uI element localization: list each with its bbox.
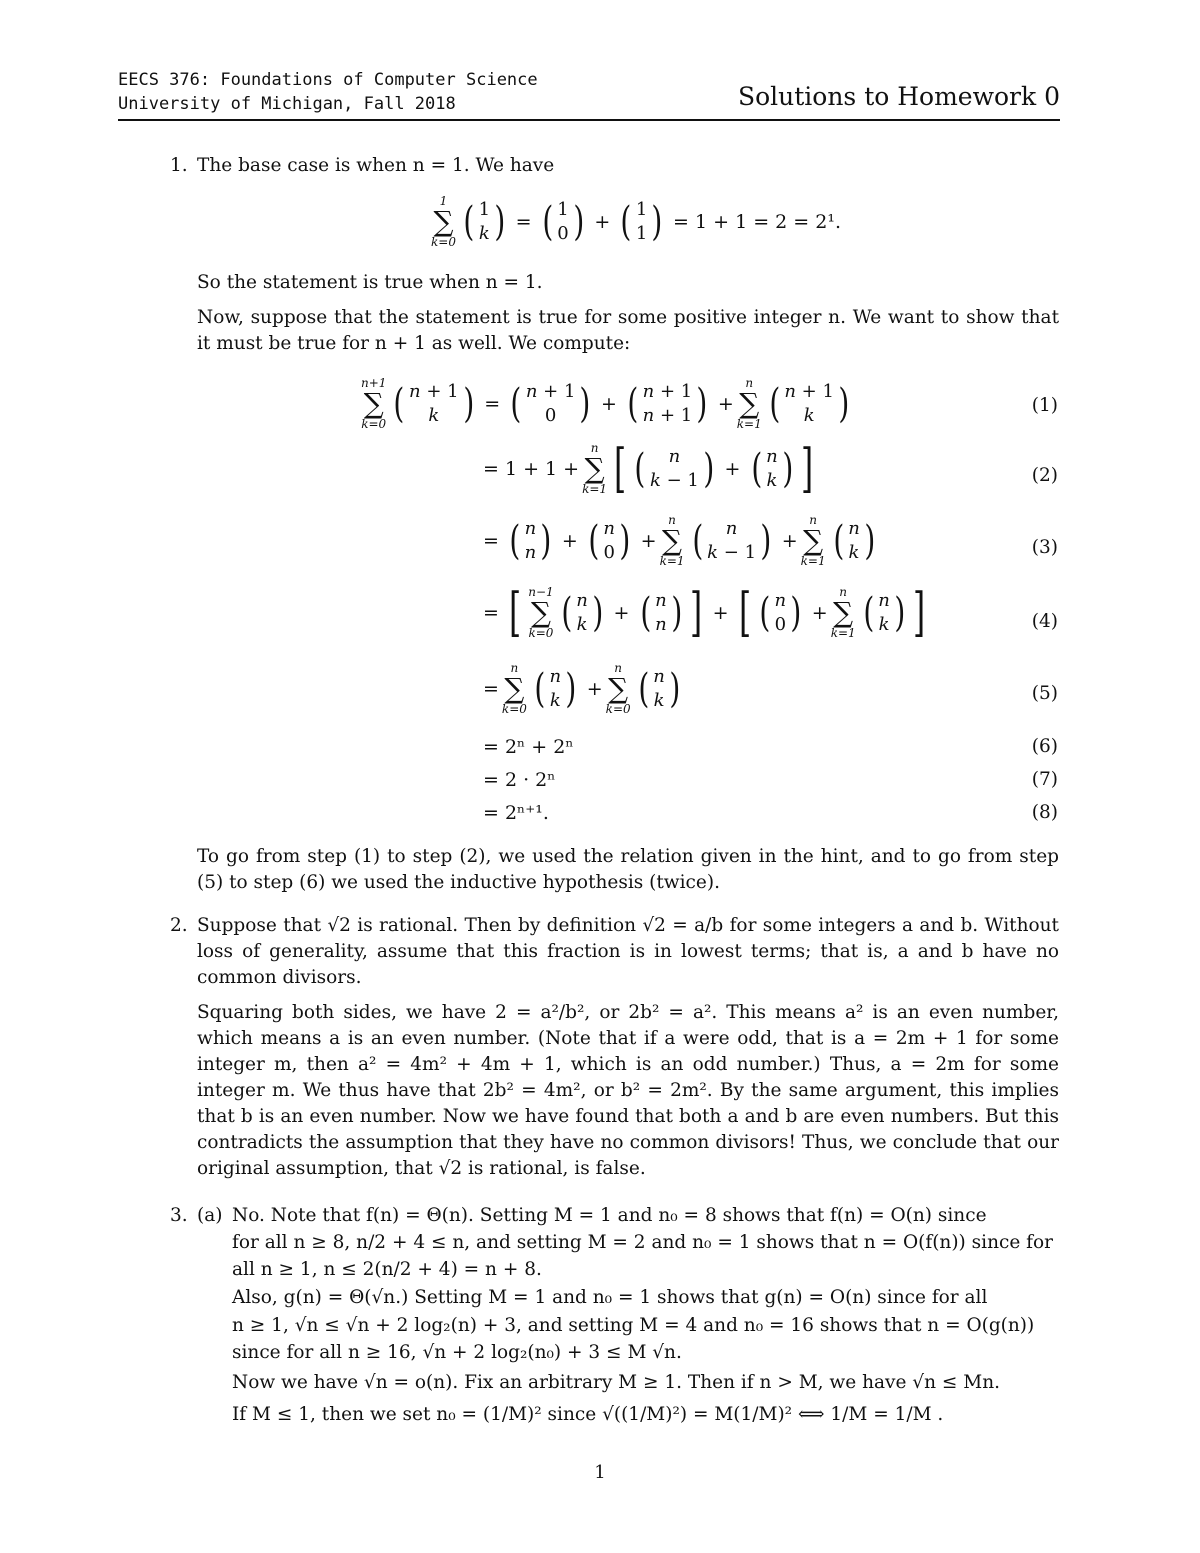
base-case-result: = 1 + 1 = 2 = 2¹.	[673, 211, 841, 233]
header-course-block	[118, 68, 538, 116]
binomial: ( 1 0 )	[541, 199, 584, 245]
equation-number: (8)	[1031, 802, 1058, 823]
document-title: Solutions to Homework 0	[737, 82, 1060, 111]
university-term: University of Michigan, Fall 2018	[118, 94, 456, 114]
equation-number: (1)	[1031, 395, 1058, 416]
equation-1: n+1 ∑ k=0 ( n + 1 k ) = ( n + 1 0 ) + ( n + 1 n + 1 ) + n ∑ k=1 ( n + 1 k )	[361, 376, 850, 431]
header-rule	[118, 119, 1060, 121]
problem-3a-line: since for all n ≥ 16, √n + 2 log₂(n₀) + 3 ≤ M √n.	[232, 1342, 682, 1363]
problem-1-true-when: So the statement is true when n = 1.	[197, 272, 543, 293]
sum-operator: 1 ∑ k=0	[431, 194, 456, 249]
problem-3a-line: If M ≤ 1, then we set n₀ = (1/M)² since √((1/M)²) = M(1/M)² ⟺ 1/M = 1/M .	[232, 1404, 944, 1425]
equation-2: = 1 + 1 + n ∑ k=1 [ ( n k − 1 ) + ( n k ) ]	[483, 439, 814, 499]
problem-3a-line: all n ≥ 1, n ≤ 2(n/2 + 4) = n + 8.	[232, 1259, 542, 1280]
problem-2-paragraph-2: Squaring both sides, we have 2 = a²/b², or 2b² = a². This means a² is an even number, which means a is an even number. (Note that if a were odd, that is a = 2m + 1 for some integer m, then a² = 4m² + 4m + 1, which is an odd number.) Thus, a = 2m for some integer m. We thus have that 2b² = 4m², or b² = 2m². By the same argument, this implies that b is an even number. Now we have found that both a and b are even numbers. But this contradicts the assumption that they have no common divisors! Thus, we conclude that our original assumption, that √2 is rational, is false.	[197, 1002, 1059, 1179]
problem-1-number: 1.	[170, 155, 188, 176]
problem-2-paragraph-1: Suppose that √2 is rational. Then by definition √2 = a/b for some integers a and b. Without loss of generality, assume that this fraction is in lowest terms; that is, a and b have no common divisors.	[197, 915, 1059, 988]
equation-number: (2)	[1031, 465, 1058, 486]
page-number: 1	[594, 1462, 606, 1483]
problem-3a-line: No. Note that f(n) = Θ(n). Setting M = 1 and n₀ = 8 shows that f(n) = O(n) since	[232, 1205, 987, 1226]
equation-number: (5)	[1031, 683, 1058, 704]
base-case-equation: 1 ∑ k=0 ( 1 k ) = ( 1 0 ) + ( 1 1 ) = 1 + 1 = 2 = 2¹.	[431, 194, 841, 249]
binomial: ( 1 k )	[463, 199, 506, 245]
problem-3a-line: Also, g(n) = Θ(√n.) Setting M = 1 and n₀ = 1 shows that g(n) = O(n) since for all	[232, 1287, 988, 1308]
equation-7: = 2 · 2ⁿ	[483, 769, 556, 791]
equation-5: = n ∑ k=0 ( n k ) + n ∑ k=0 ( n k )	[483, 661, 681, 716]
equation-number: (7)	[1031, 769, 1058, 790]
equation-number: (3)	[1031, 537, 1058, 558]
problem-3a-body	[232, 1203, 1060, 1430]
equation-8: = 2ⁿ⁺¹.	[483, 802, 549, 824]
equation-4: = [ n−1 ∑ k=0 ( n k ) + ( n n ) ] + [ ( n 0 ) + n ∑ k=1 ( n k ) ]	[483, 583, 926, 643]
problem-3a-line: Now we have √n = o(n). Fix an arbitrary M ≥ 1. Then if n > M, we have √n ≤ Mn.	[232, 1372, 1001, 1393]
problem-3a-line: n ≥ 1, √n ≤ √n + 2 log₂(n) + 3, and setting M = 4 and n₀ = 16 shows that n = O(g(n))	[232, 1315, 1035, 1336]
binomial: ( 1 1 )	[620, 199, 663, 245]
problem-3-part-label: (a)	[197, 1205, 223, 1226]
equation-3: = ( n n ) + ( n 0 ) + n ∑ k=1 ( n k − 1 ) + n ∑ k=1 ( n k )	[483, 513, 876, 568]
problem-3-number: 3.	[170, 1205, 188, 1226]
equation-number: (6)	[1031, 736, 1058, 757]
problem-2-number: 2.	[170, 915, 188, 936]
problem-1-conclusion: To go from step (1) to step (2), we used the relation given in the hint, and to go from step (5) to step (6) we used the inductive hypothesis (twice).	[197, 846, 1059, 893]
problem-3a-line: for all n ≥ 8, n/2 + 4 ≤ n, and setting M = 2 and n₀ = 1 shows that n = O(f(n)) since for	[232, 1232, 1054, 1253]
equation-6: = 2ⁿ + 2ⁿ	[483, 736, 574, 758]
course-name: EECS 376: Foundations of Computer Science	[118, 70, 538, 90]
equation-number: (4)	[1031, 611, 1058, 632]
problem-1-base-case: The base case is when n = 1. We have	[197, 155, 555, 176]
problem-1-induction-intro: Now, suppose that the statement is true for some positive integer n. We want to show that it must be true for n + 1 as well. We compute:	[197, 307, 1059, 354]
